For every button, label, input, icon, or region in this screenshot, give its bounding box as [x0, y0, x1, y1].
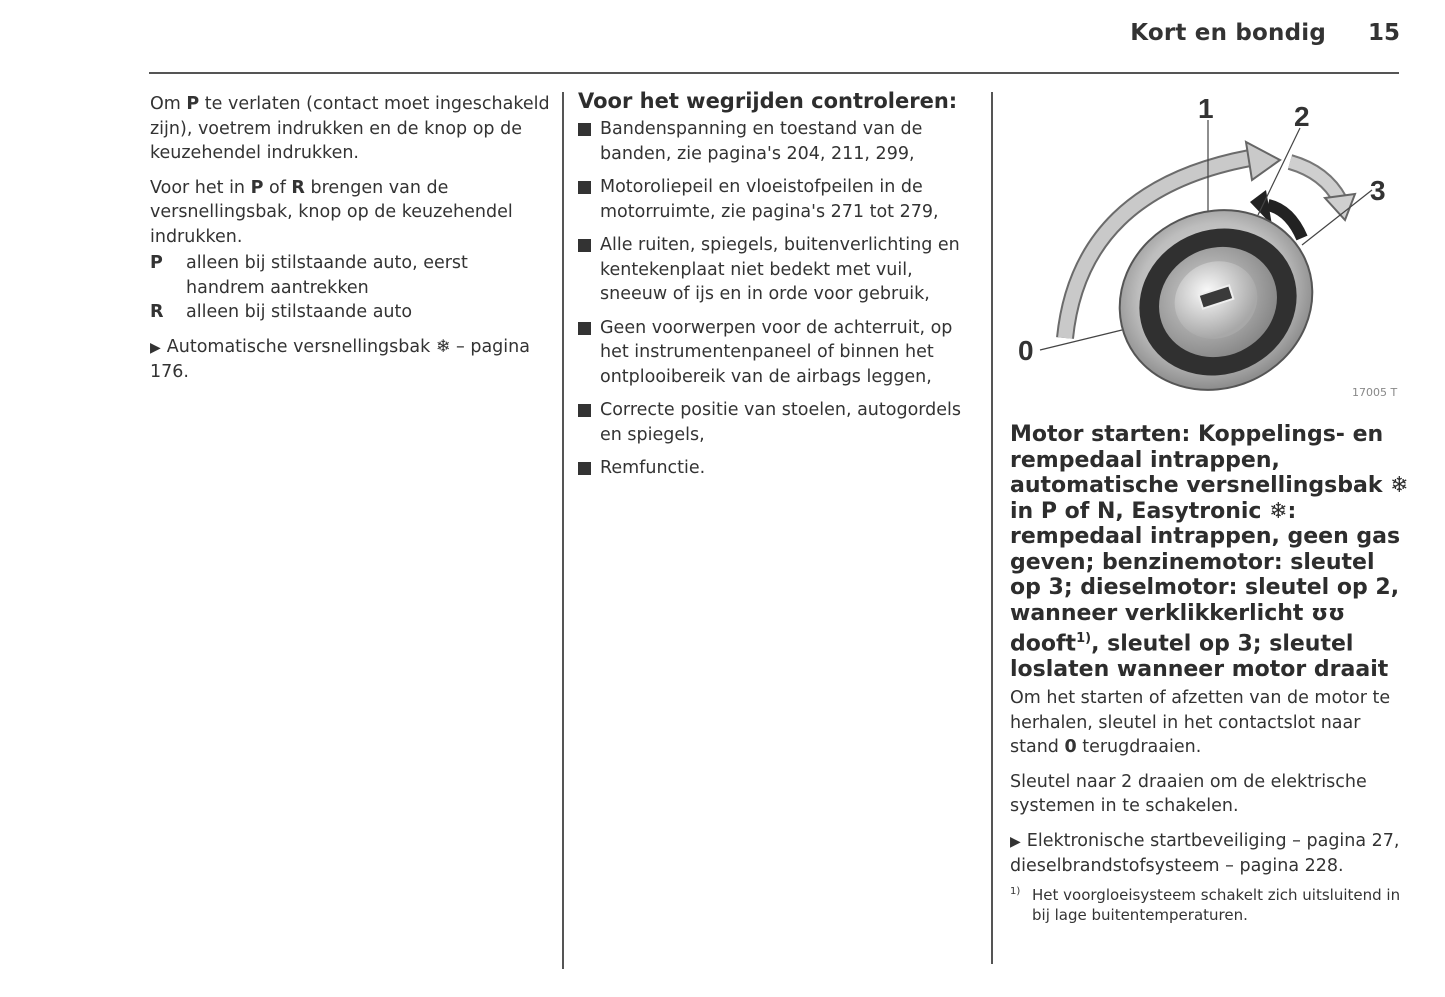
paragraph-leave-p: Om P te verlaten (contact moet ingeschakeld zijn), voetrem indrukken en de knop op de keuzehendel indrukken.: [150, 94, 550, 163]
paragraph-electric-systems: Sleutel naar 2 draaien om de elektrische systemen in te schakelen.: [1010, 771, 1367, 817]
gear-item-r: [150, 300, 550, 325]
page-number: 15: [1367, 20, 1400, 46]
square-bullet-icon: [578, 123, 591, 136]
gear-key: R: [150, 302, 164, 322]
paragraph-shift-p-r: Voor het in P of R brengen van de versnellingsbak, knop op de keuzehendel indrukken.: [150, 177, 513, 247]
checklist-item: Remfunctie.: [578, 456, 978, 481]
square-bullet-icon: [578, 462, 591, 475]
section-title: Kort en bondig: [1130, 20, 1326, 46]
position-label-1: 1: [1198, 93, 1214, 124]
footnote-mark: 1): [1010, 885, 1021, 897]
start-instructions-heading: Motor starten: Koppelings- en rempedaal intrappen, automatische versnellingsbak ❄ in P of N, Easytronic ❄: rempedaal intrappen, geen gas geven; benzinemotor: sleutel op 3; dieselmotor: sleutel op 2, wanneer verklikkerlicht ʊʊ dooft$^{1)}$, sleutel op 3; sleutel loslaten wanneer motor draait: [1010, 422, 1409, 682]
checklist: [578, 117, 978, 481]
cross-reference[interactable]: [150, 335, 550, 385]
column-2: [578, 88, 978, 490]
checklist-title: Voor het wegrijden controleren:: [578, 89, 958, 113]
ignition-lock-illustration: [1010, 90, 1410, 410]
gear-key: P: [150, 253, 163, 273]
arrow-right-icon: ▶: [150, 339, 161, 356]
column-3: [1010, 422, 1410, 925]
gear-item-p: [150, 251, 550, 300]
position-label-0: 0: [1018, 335, 1034, 366]
square-bullet-icon: [578, 322, 591, 335]
reference-text: Automatische versnellingsbak ❄ – pagina 176.: [150, 336, 530, 382]
header-rule: [149, 72, 1399, 74]
square-bullet-icon: [578, 239, 591, 252]
checklist-item: Geen voorwerpen voor de achterruit, op het instrumentenpaneel of binnen het ontplooibereik van de airbags leggen,: [578, 316, 978, 390]
checklist-item: Bandenspanning en toestand van de banden, zie pagina's 204, 211, 299,: [578, 117, 978, 166]
cross-reference[interactable]: ▶ Elektronische startbeveiliging – pagina 27, dieselbrandstofsysteem – pagina 228.: [1010, 830, 1400, 877]
square-bullet-icon: [578, 181, 591, 194]
arrow-head: [1246, 142, 1280, 180]
column-divider: [991, 92, 993, 964]
footnote-text: Het voorgloeisysteem schakelt zich uitsluitend in bij lage buitentemperaturen.: [1032, 885, 1401, 924]
figure-code: 17005 T: [1352, 386, 1398, 399]
gear-description: alleen bij stilstaande auto: [186, 302, 413, 322]
position-label-2: 2: [1294, 101, 1310, 132]
footnote-ref[interactable]: 1): [1076, 631, 1092, 646]
paragraph-restart: Om het starten of afzetten van de motor te herhalen, sleutel in het contactslot naar stand 0 terugdraaien.: [1010, 688, 1391, 758]
column-divider: [562, 92, 564, 969]
square-bullet-icon: [578, 404, 591, 417]
column-1: [150, 92, 550, 395]
glow-plug-icon: ʊʊ: [1311, 600, 1346, 626]
checklist-item: Correcte positie van stoelen, autogordels en spiegels,: [578, 398, 978, 447]
arrow-right-icon: ▶: [1010, 833, 1021, 850]
checklist-item: Motoroliepeil en vloeistofpeilen in de motorruimte, zie pagina's 271 tot 279,: [578, 175, 978, 224]
gear-description: alleen bij stilstaande auto, eerst handrem aantrekken: [186, 253, 468, 298]
ignition-lock-svg: [1010, 90, 1410, 410]
checklist-item: Alle ruiten, spiegels, buitenverlichting en kentekenplaat niet bedekt met vuil, sneeuw of ijs en in orde voor gebruik,: [578, 233, 978, 307]
position-label-3: 3: [1370, 175, 1386, 206]
footnote: [1010, 885, 1410, 925]
